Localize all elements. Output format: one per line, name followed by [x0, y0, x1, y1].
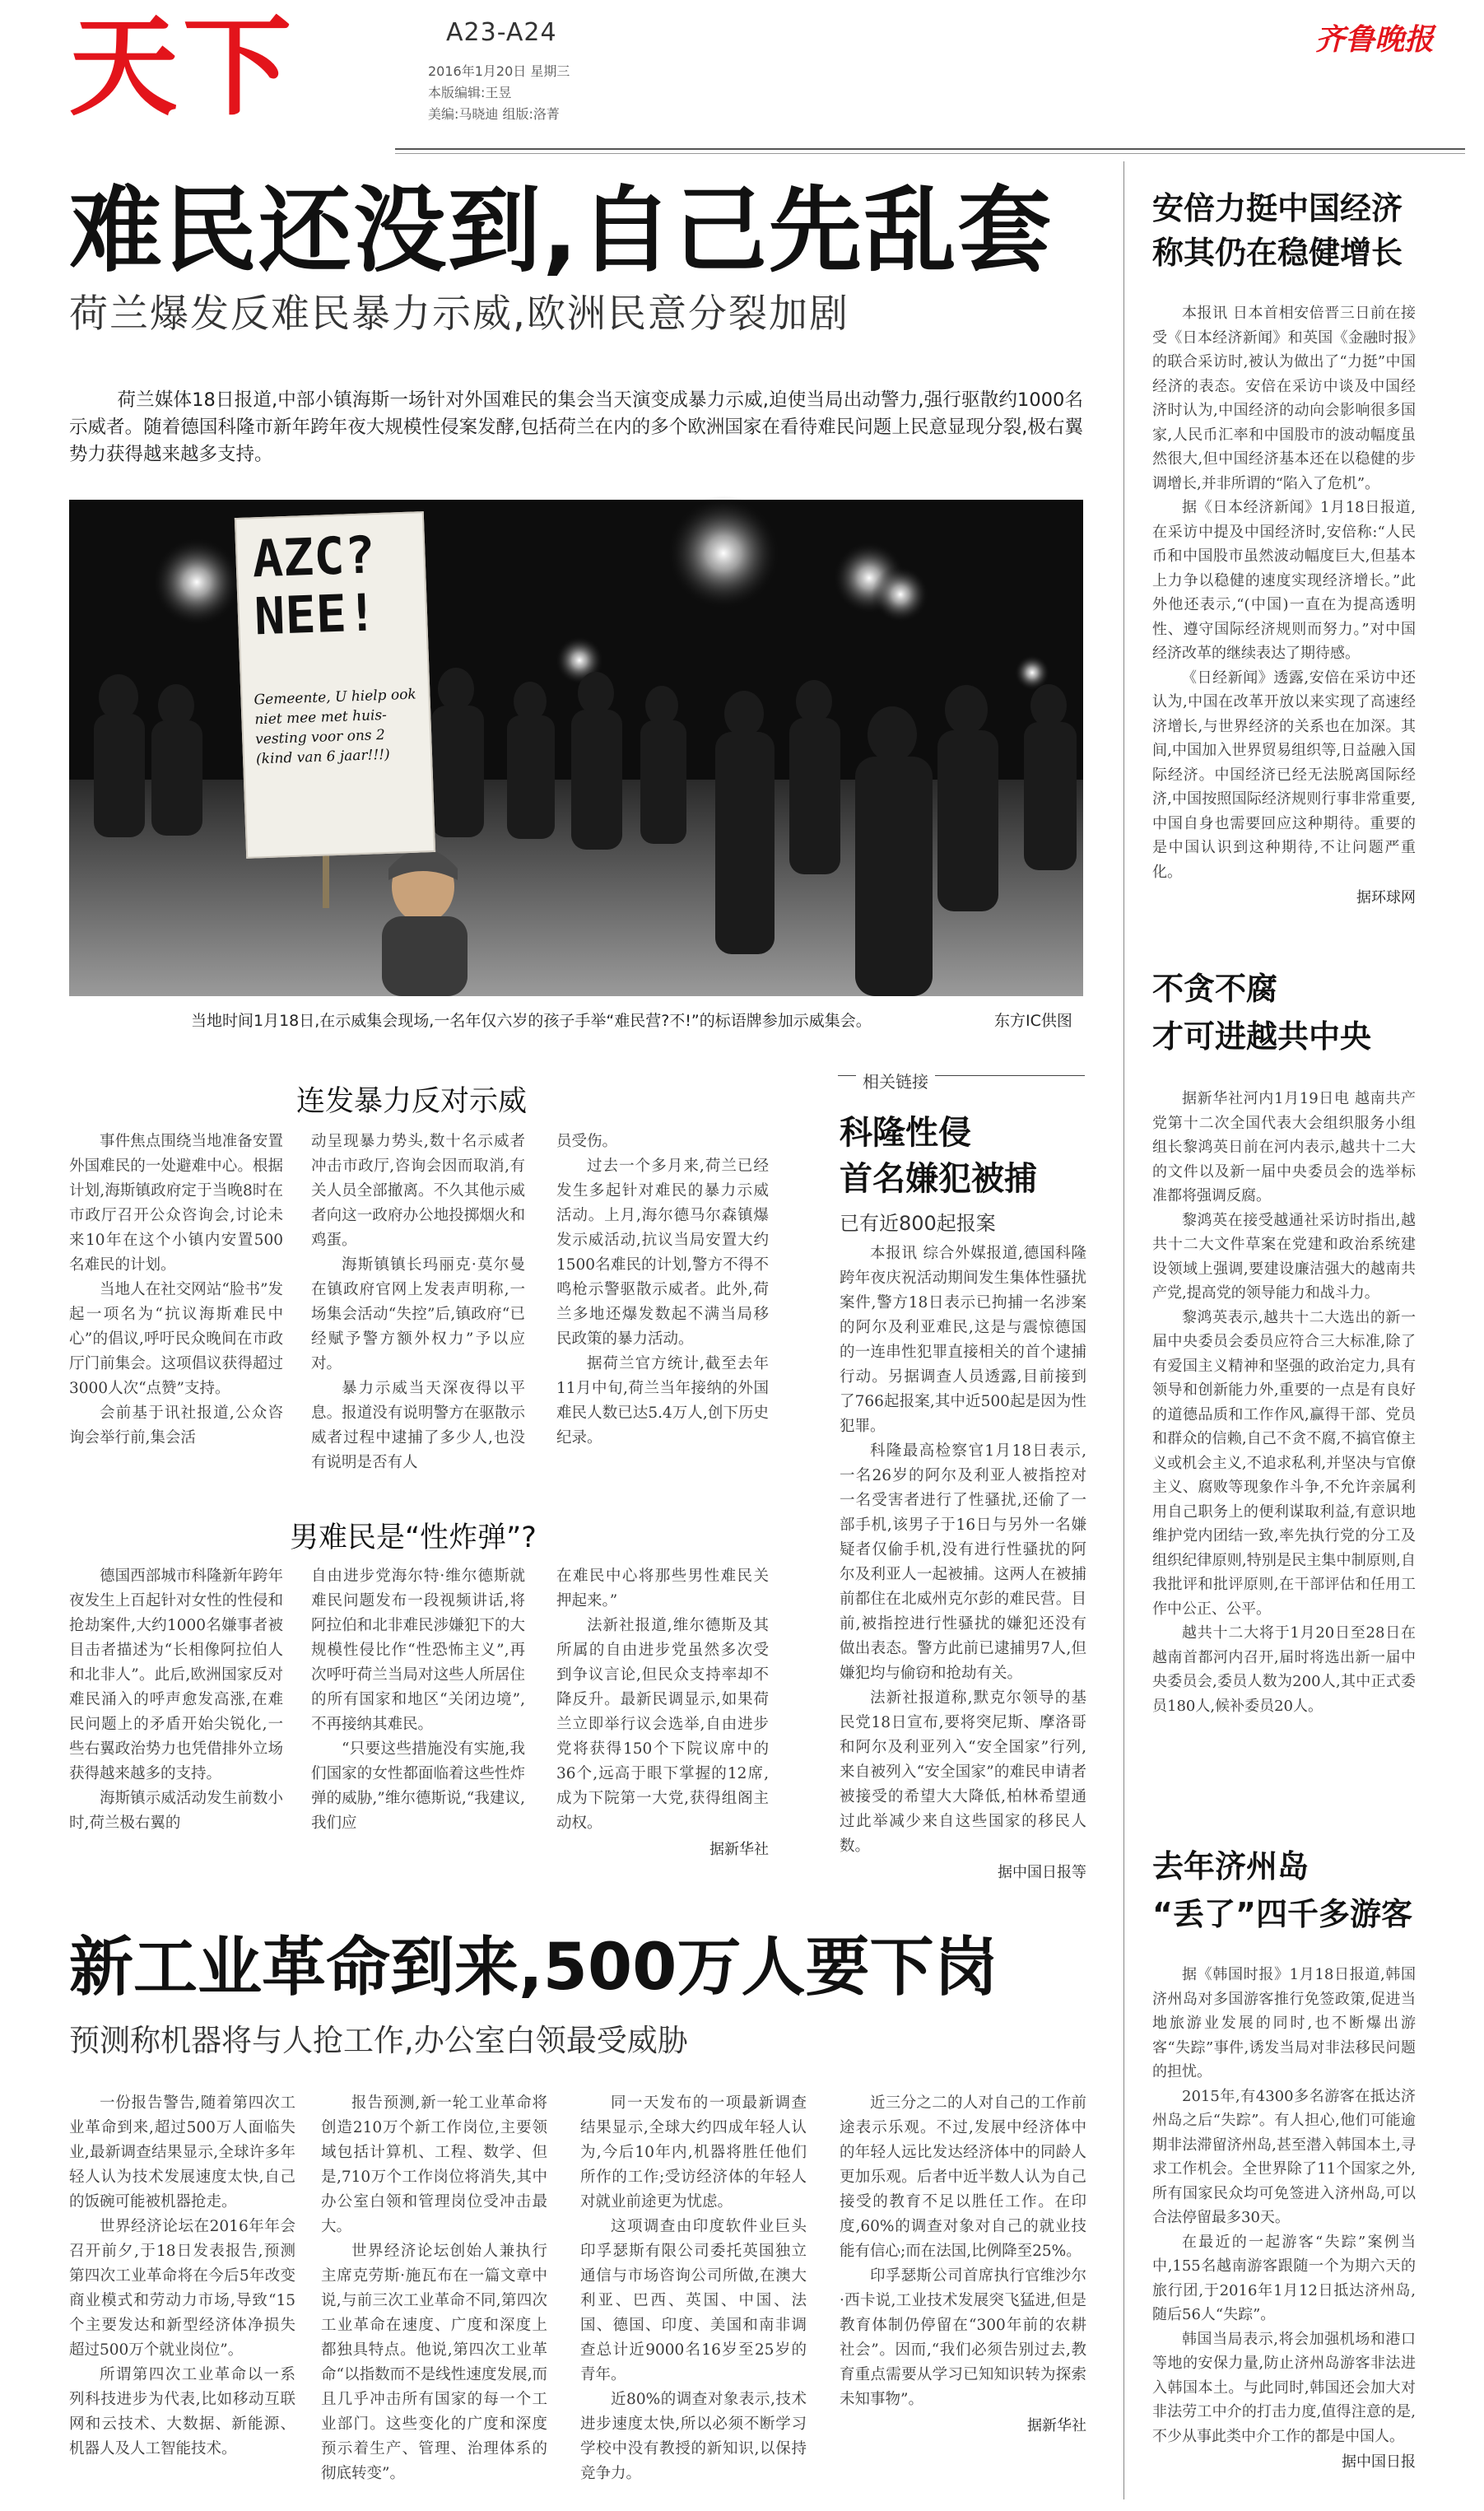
- masthead-rule: [395, 148, 1465, 150]
- right-column-divider: [1123, 161, 1124, 2499]
- sign-small-text: Gemeente, U hielp ook niet mee met huis-vesting voor ons 2 (kind van 6 jaar!!!): [254, 686, 417, 768]
- lead-subhead: 荷兰爆发反难民暴力示威,欧洲民意分裂加剧: [69, 291, 849, 337]
- second-col1: 一份报告警告,随着第四次工业革命到来,超过500万人面临失业,最新调查结果显示,全球许多年轻人认为技术发展速度太快,自己的饭碗可能被机器抢走。 世界经济论坛在2016年年会召开前夕,于18日发表报告,预测第四次工业革命将在今后5年改变商业模式和劳动力市场,导致“15个主要发达和新型经济体净损失超过500万个就业岗位”。 所谓第四次工业革命以一系列科技进步为代表,比如移动互联网和云技术、大数据、新能源、机器人及人工智能技术。: [69, 2094, 295, 2457]
- section1-col2: 动呈现暴力势头,数十名示威者冲击市政厅,咨询会因而取消,有关人员全部撤离。不久其他示威者向这一政府办公地投掷烟火和鸡蛋。 海斯镇镇长玛丽克·莫尔曼在镇政府官网上发表声明称,一场集会活动“失控”后,镇政府“已经赋予警方额外权力”予以应对。 暴力示威当天深夜得以平息。报道没有说明警方在驱散示威者过程中逮捕了多少人,也没有说明是否有人: [311, 1133, 525, 1471]
- second-col2: 报告预测,新一轮工业革命将创造210万个新工作岗位,主要领域包括计算机、工程、数学、但是,710万个工作岗位将消失,其中办公室白领和管理岗位受冲击最大。 世界经济论坛创始人兼执行主席克劳斯·施瓦布在一篇文章中说,与前三次工业革命不同,第四次工业革命在速度、广度和深度上都独具特点。他说,第四次工业革命“以指数而不是线性速度发展,而且几乎冲击所有国家的每一个工业部门。这些变化的广度和深度预示着生产、管理、治理体系的彻底转变”。: [321, 2094, 547, 2482]
- issue-date: 2016年1月20日 星期三: [428, 63, 570, 79]
- section2-col2: 自由进步党海尔特·维尔德斯就难民问题发布一段视频讲话,将阿拉伯和北非难民涉嫌犯下的大规模性侵比作“性恐怖主义”,再次呼吁荷兰当局对这些人所居住的所有国家和地区“关闭边境”,不再接纳其难民。 “只要这些措施没有实施,我们国家的女性都面临着这些性炸弹的威胁,”维尔德斯说,“我建议,我们应: [311, 1568, 525, 1832]
- right-story1-source: 据环球网: [1356, 889, 1416, 906]
- related-headline-1: 科隆性侵: [840, 1114, 971, 1152]
- related-source: 据中国日报等: [998, 1864, 1086, 1881]
- right-story1-headline-1: 安倍力挺中国经济: [1152, 190, 1403, 226]
- section2-source: 据新华社: [709, 1841, 769, 1858]
- sign-main-text: AZC? NEE!: [251, 524, 379, 647]
- right-story3-headline-2: “丢了”四千多游客: [1152, 1896, 1412, 1932]
- section-heading-refugees: 男难民是“性炸弹”?: [290, 1521, 537, 1554]
- right-story3-headline-1: 去年济州岛: [1152, 1848, 1310, 1884]
- second-col4: 近三分之二的人对自己的工作前途表示乐观。不过,发展中经济体中的年轻人远比发达经济体中的同龄人更加乐观。后者中近半数人认为自己接受的教育不足以胜任工作。在印度,60%的调查对象对自己的就业技能有信心;而在法国,比例降至25%。 印孚瑟斯公司首席执行官维沙尔·西卡说,工业技术发展突飞猛进,但是教育体制仍停留在“300年前的农耕社会”。因而,“我们必须告别过去,教育重点需要从学习已知知识转为探索未知事物”。 据新华社: [840, 2091, 1086, 2495]
- right-story1-body: 本报讯 日本首相安倍晋三日前在接受《日本经济新闻》和英国《金融时报》的联合采访时,被认为做出了“力挺”中国经济的表态。安倍在采访中谈及中国经济时认为,中国经济的动向会影响很多国家,人民币汇率和中国股市的波动幅度虽然很大,但中国经济基本还在以稳健的步调增长,并非所谓的“陷入了危机”。 据《日本经济新闻》1月18日报道,在采访中提及中国经济时,安倍称:“人民币和中国股市虽然波动幅度巨大,但基本上力争以稳健的速度实现经济增长。”此外他还表示,“(中国)一直在为提高透明性、遵守国际经济规则而努力。”对中国经济改革的继续表达了期待感。 《日经新闻》透露,安倍在采访中还认为,中国在改革开放以来实现了高速经济增长,与世界经济的关系也在加深。其间,中国加入世界贸易组织等,日益融入国际经济。中国经济已经无法脱离国际经济,中国按照国际经济规则行事非常重要,中国自身也需要回应这种期待。重要的是中国认识到这种期待,不让问题严重化。 据环球网: [1152, 301, 1416, 924]
- page-editor: 本版编辑:王昱: [428, 85, 512, 100]
- lead-photo: [69, 500, 1083, 996]
- related-body: 本报讯 综合外媒报道,德国科隆跨年夜庆祝活动期间发生集体性骚扰案件,警方18日表示已拘捕一名涉案的阿尔及利亚难民,这是与震惊德国的一连串性犯罪直接相关的首个逮捕行动。另据调查人员透露,目前接到了766起报案,其中近500起是因为性犯罪。 科隆最高检察官1月18日表示,一名26岁的阿尔及利亚人被指控对一名受害者进行了性骚扰,还偷了一部手机,该男子于16日与另外一名嫌疑者仅偷手机,没有进行性骚扰的阿尔及利亚人一起被捕。这两人在被捕前都住在北威州克尔彭的难民营。目前,被指控进行性骚扰的嫌犯还没有做出表态。警方此前已逮捕男7人,但嫌犯均与偷窃和抢劫有关。 法新社报道称,默克尔领导的基民党18日宣布,要将突尼斯、摩洛哥和阿尔及利亚列入“安全国家”行列,来自被列入“安全国家”的难民申请者被接受的希望大大降低,柏林希望通过此举减少来自这些国家的移民人数。 据中国日报等: [840, 1242, 1086, 1861]
- related-label: 相关链接: [856, 1069, 935, 1092]
- second-source: 据新华社: [1027, 2417, 1086, 2434]
- right-story3-source: 据中国日报: [1342, 2453, 1416, 2471]
- right-story2-body: 据新华社河内1月19日电 越南共产党第十二次全国代表大会组织服务小组组长黎鸿英日前在河内表示,越共十二大的文件以及新一届中央委员会的选举标准都将强调反腐。 黎鸿英在接受越通社采访时指出,越共十二大文件草案在党建和政治系统建设领域上强调,要建设廉洁强大的越南共产党,提高党的领导能力和战斗力。 黎鸿英表示,越共十二大选出的新一届中央委员会委员应符合三大标准,除了有爱国主义精神和坚强的政治定力,具有领导和创新能力外,重要的一点是有良好的道德品质和工作作风,赢得干部、党员和群众的信赖,自己不贪不腐,不搞官僚主义或机会主义,不追求私利,并坚决与官僚主义、腐败等现象作斗争,不允许亲属利用自己职务上的便利谋取利益,有意识地维护党内团结一致,率先执行党的分工及组织纪律原则,特别是民主集中制原则,自我批评和批评原则,在干部评估和任用工作中公正、公平。 越共十二大将于1月20日至28日在越南首都河内召开,届时将选出新一届中央委员会,委员人数为200人,其中正式委员180人,候补委员20人。: [1152, 1090, 1416, 1715]
- masthead-rule-2: [395, 153, 1465, 154]
- section2-col3: 在难民中心将那些男性难民关押起来。” 法新社报道,维尔德斯及其所属的自由进步党虽然多次受到争议言论,但民众支持率却不降反升。最新民调显示,如果荷兰立即举行议会选举,自由进步党将获得150个下院议席中的36个,远高于眼下掌握的12席,成为下院第一大党,获得组阁主动权。 据新华社: [556, 1564, 769, 1861]
- section1-col3: 员受伤。 过去一个多月来,荷兰已经发生多起针对难民的暴力示威活动。上月,海尔德马尔森镇爆发示威活动,抗议当局安置大约1500名难民的计划,警方不得不鸣枪示警驱散示威者。此外,荷兰多地还爆发数起不满当局移民政策的暴力活动。 据荷兰官方统计,截至去年11月中旬,荷兰当年接纳的外国难民人数已达5.4万人,创下历史纪录。: [556, 1133, 769, 1447]
- protest-sign: [235, 511, 435, 859]
- page-numbers: A23-A24: [446, 18, 557, 47]
- page-design: 美编:马晓迪 组版:洛菁: [428, 106, 560, 122]
- second-headline: 新工业革命到来,500万人要下岗: [69, 1931, 998, 2005]
- related-headline-2: 首名嫌犯被捕: [840, 1160, 1037, 1198]
- lead-headline: 难民还没到,自己先乱套: [69, 176, 1053, 285]
- right-story1-headline-2: 称其仍在稳健增长: [1152, 235, 1403, 271]
- right-story2-headline-2: 才可进越共中央: [1152, 1018, 1372, 1055]
- section-heading-violence: 连发暴力反对示威: [296, 1085, 528, 1118]
- section-title: 天下: [69, 4, 296, 131]
- protest-scene: [69, 500, 1083, 996]
- newspaper-logo: 齐鲁晚报: [1315, 22, 1435, 57]
- lead-intro: 荷兰媒体18日报道,中部小镇海斯一场针对外国难民的集会当天演变成暴力示威,迫使当局出动警力,强行驱散约1000名示威者。随着德国科隆市新年跨年夜大规模性侵案发酵,包括荷兰在内的多个欧洲国家在看待难民问题上民意显现分裂,极右翼势力获得越来越多支持。: [69, 389, 1083, 465]
- related-subhead: 已有近800起报案: [840, 1212, 996, 1235]
- right-story3-body: 据《韩国时报》1月18日报道,韩国济州岛对多国游客推行免签政策,促进当地旅游业发展的同时,也不断爆出游客“失踪”事件,诱发当局对非法移民问题的担忧。 2015年,有4300多名游客在抵达济州岛之后“失踪”。有人担心,他们可能逾期非法滞留济州岛,甚至潜入韩国本土,寻求工作机会。全世界除了11个国家之外,所有国家民众均可免签进入济州岛,可以合法停留最多30天。 在最近的一起游客“失踪”案例当中,155名越南游客跟随一个为期六天的旅行团,于2016年1月12日抵达济州岛,随后56人“失踪”。 韩国当局表示,将会加强机场和港口等地的安保力量,防止济州岛游客非法进入韩国本土。与此同时,韩国还会加大对非法劳工中介的打击力度,值得注意的是,不少从事此类中介工作的都是中国人。 据中国日报: [1152, 1963, 1416, 2498]
- section2-col1: 德国西部城市科隆新年跨年夜发生上百起针对女性的性侵和抢劫案件,大约1000名嫌事者被目击者描述为“长相像阿拉伯人和北非人”。此后,欧洲国家反对难民涌入的呼声愈发高涨,在难民问题上的矛盾开始尖锐化,一些右翼政治势力也凭借排外立场获得越来越多的支持。 海斯镇示威活动发生前数小时,荷兰极右翼的: [69, 1568, 283, 1832]
- second-subhead: 预测称机器将与人抢工作,办公室白领最受威胁: [69, 2023, 688, 2058]
- photo-credit: 东方IC供图: [994, 1012, 1072, 1030]
- section1-col1: 事件焦点围绕当地准备安置外国难民的一处避难中心。根据计划,海斯镇政府定于当晚8时在市政厅召开公众咨询会,讨论未来10年在这个小镇内安置500名难民的计划。 当地人在社交网站“脸书”发起一项名为“抗议海斯难民中心”的倡议,呼吁民众晚间在市政厅门前集会。这项倡议获得超过3000人次“点赞”支持。 会前基于讯社报道,公众咨询会举行前,集会活: [69, 1133, 283, 1447]
- photo-caption: 当地时间1月18日,在示威集会现场,一名年仅六岁的孩子手举“难民营?不!”的标语牌参加示威集会。: [191, 1012, 872, 1030]
- second-col3: 同一天发布的一项最新调查结果显示,全球大约四成年轻人认为,今后10年内,机器将胜任他们所作的工作;受访经济体的年轻人对就业前途更为忧虑。 这项调查由印度软件业巨头印孚瑟斯有限公司委托英国独立通信与市场咨询公司所做,在澳大利亚、巴西、英国、中国、法国、德国、印度、美国和南非调查总计近9000名16岁至25岁的青年。 近80%的调查对象表示,技术进步速度太快,所以必须不断学习学校中没有教授的新知识,以保持竞争力。: [580, 2094, 807, 2482]
- right-story2-headline-1: 不贪不腐: [1152, 971, 1278, 1007]
